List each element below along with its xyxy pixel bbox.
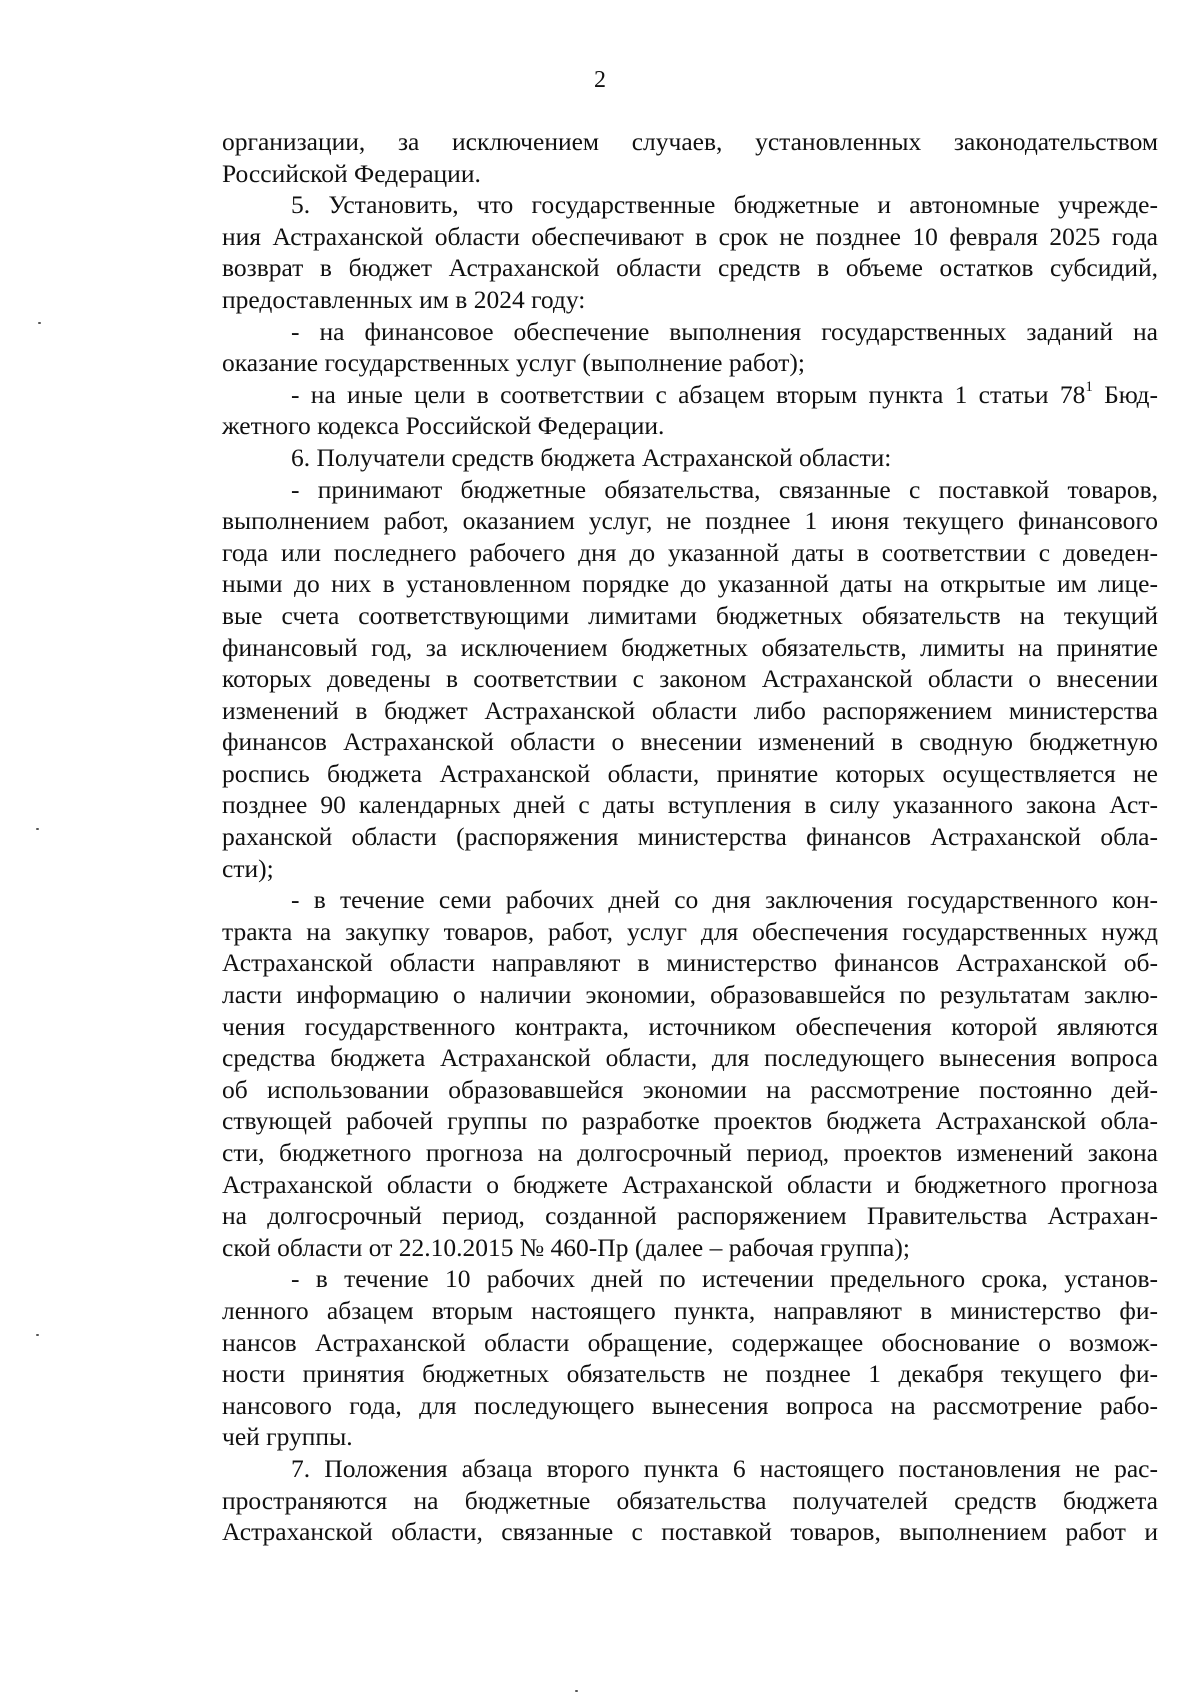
text-line-content: изменений в бюджет Астраханской области либо распоряжением министерства	[222, 695, 1158, 725]
text-line-content: ской области от 22.10.2015 № 460-Пр (далее – рабочая группа);	[222, 1232, 910, 1262]
text-line	[222, 316, 1158, 348]
text-line	[222, 189, 1158, 221]
text-line-content: ными до них в установленном порядке до указанной даты на открытые им лице-	[222, 569, 1158, 599]
text-line-content: Астраханской области, связанные с поставкой товаров, выполнением работ и	[222, 1517, 1158, 1547]
text-line	[222, 1421, 1158, 1453]
text-line-content: ности принятия бюджетных обязательств не позднее 1 декабря текущего фи-	[222, 1359, 1158, 1389]
text-line	[222, 347, 1158, 379]
text-line	[222, 1516, 1158, 1548]
text-line-content: - на финансовое обеспечение выполнения государственных заданий на	[291, 316, 1158, 346]
text-line	[222, 853, 1158, 885]
scan-speck	[36, 828, 39, 830]
text-line-content: 5. Установить, что государственные бюджетные и автономные учрежде-	[291, 190, 1158, 220]
text-line	[222, 1358, 1158, 1390]
text-line-content: Астраханской области направляют в министерство финансов Астраханской об-	[222, 948, 1158, 978]
text-line	[222, 1074, 1158, 1106]
text-line	[222, 1485, 1158, 1517]
text-line	[222, 821, 1158, 853]
text-line-content: - в течение 10 рабочих дней по истечении предельного срока, установ-	[291, 1264, 1158, 1294]
text-line	[222, 1295, 1158, 1327]
text-line-content: - на иные цели в соответствии с абзацем вторым пункта 1 статьи 78	[291, 379, 1086, 409]
text-line	[222, 221, 1158, 253]
text-line	[222, 726, 1158, 758]
text-line	[222, 1263, 1158, 1295]
text-line	[222, 916, 1158, 948]
text-line	[222, 474, 1158, 506]
text-line	[222, 1232, 1158, 1264]
text-line-content: жетного кодекса Российской Федерации.	[222, 411, 665, 441]
text-line-content: 7. Положения абзаца второго пункта 6 настоящего постановления не рас-	[291, 1453, 1158, 1483]
text-line-content: года или последнего рабочего дня до указанной даты в соответствии с доведен-	[222, 537, 1158, 567]
text-line-content: оказание государственных услуг (выполнение работ);	[222, 348, 806, 378]
text-line-content: Астраханской области о бюджете Астраханской области и бюджетного прогноза	[222, 1169, 1158, 1199]
text-line	[222, 158, 1158, 190]
text-line	[222, 979, 1158, 1011]
text-line-content: Российской Федерации.	[222, 158, 481, 188]
text-line-content: сти, бюджетного прогноза на долгосрочный период, проектов изменений закона	[222, 1138, 1158, 1167]
text-line-content: об использовании образовавшейся экономии на рассмотрение постоянно дей-	[222, 1074, 1158, 1104]
page-number: 2	[594, 67, 606, 93]
text-line	[222, 947, 1158, 979]
text-line-content: нансового года, для последующего вынесения вопроса на рассмотрение рабо-	[222, 1390, 1158, 1420]
text-line-content: чей группы.	[222, 1422, 353, 1452]
text-line	[222, 1327, 1158, 1359]
text-line-content: ния Астраханской области обеспечивают в срок не позднее 10 февраля 2025 года	[222, 221, 1158, 251]
text-line-content: ленного абзацем вторым настоящего пункта, направляют в министерство фи-	[222, 1295, 1158, 1325]
text-line	[222, 632, 1158, 664]
text-line-content: сти);	[222, 853, 274, 883]
text-line	[222, 252, 1158, 284]
scan-speck	[575, 1690, 578, 1692]
text-line	[222, 695, 1158, 727]
text-line	[222, 379, 1158, 411]
text-line	[222, 1390, 1158, 1422]
text-line-tail: Бюд-	[1092, 379, 1158, 409]
text-line-content: 6. Получатели средств бюджета Астраханской области:	[291, 442, 892, 472]
text-line-content: роспись бюджета Астраханской области, принятие которых осуществляется не	[222, 758, 1158, 788]
text-line	[222, 1105, 1158, 1137]
text-line-content: финансовый год, за исключением бюджетных обязательств, лимиты на принятие	[222, 632, 1158, 662]
text-line	[222, 789, 1158, 821]
text-line	[222, 410, 1158, 442]
text-line	[222, 1137, 1158, 1169]
text-line	[222, 758, 1158, 790]
superscript: 1	[1085, 379, 1093, 396]
text-line-content: пространяются на бюджетные обязательства получателей средств бюджета	[222, 1485, 1158, 1515]
text-line-content: позднее 90 календарных дней с даты вступления в силу указанного закона Аст-	[222, 790, 1158, 820]
document-body	[222, 126, 1158, 1548]
text-line	[222, 537, 1158, 569]
text-line-content: выполнением работ, оказанием услуг, не позднее 1 июня текущего финансового	[222, 506, 1158, 536]
text-line-content: - принимают бюджетные обязательства, связанные с поставкой товаров,	[291, 474, 1158, 504]
text-line-content: ласти информацию о наличии экономии, образовавшейся по результатам заклю-	[222, 980, 1158, 1010]
text-line	[222, 442, 1158, 474]
scan-speck	[38, 322, 41, 324]
text-line-content: предоставленных им в 2024 году:	[222, 284, 586, 314]
text-line-content: чения государственного контракта, источником обеспечения которой являются	[222, 1011, 1158, 1041]
scan-speck	[36, 1334, 39, 1336]
text-line-content: на долгосрочный период, созданной распоряжением Правительства Астрахан-	[222, 1201, 1158, 1231]
text-line-content: ствующей рабочей группы по разработке проектов бюджета Астраханской обла-	[222, 1106, 1158, 1136]
text-line-content: - в течение семи рабочих дней со дня заключения государственного кон-	[291, 885, 1158, 915]
text-line	[222, 1042, 1158, 1074]
text-line	[222, 1200, 1158, 1232]
text-line-content: вые счета соответствующими лимитами бюджетных обязательств на текущий	[222, 600, 1158, 630]
text-line	[222, 284, 1158, 316]
text-line-content: организации, за исключением случаев, установленных законодательством	[222, 127, 1158, 156]
text-line	[222, 126, 1158, 158]
text-line	[222, 1453, 1158, 1485]
text-line-content: которых доведены в соответствии с законом Астраханской области о внесении	[222, 664, 1158, 694]
text-line	[222, 505, 1158, 537]
text-line	[222, 884, 1158, 916]
text-line	[222, 568, 1158, 600]
text-line-content: возврат в бюджет Астраханской области средств в объеме остатков субсидий,	[222, 253, 1158, 283]
text-line	[222, 1169, 1158, 1201]
text-line	[222, 663, 1158, 695]
text-line	[222, 1011, 1158, 1043]
text-line-content: нансов Астраханской области обращение, содержащее обоснование о возмож-	[222, 1327, 1158, 1357]
text-line-content: раханской области (распоряжения министерства финансов Астраханской обла-	[222, 822, 1158, 852]
text-line-content: тракта на закупку товаров, работ, услуг для обеспечения государственных нужд	[222, 916, 1158, 946]
text-line	[222, 600, 1158, 632]
text-line-content: средства бюджета Астраханской области, для последующего вынесения вопроса	[222, 1043, 1158, 1073]
text-line-content: финансов Астраханской области о внесении изменений в сводную бюджетную	[222, 727, 1158, 757]
